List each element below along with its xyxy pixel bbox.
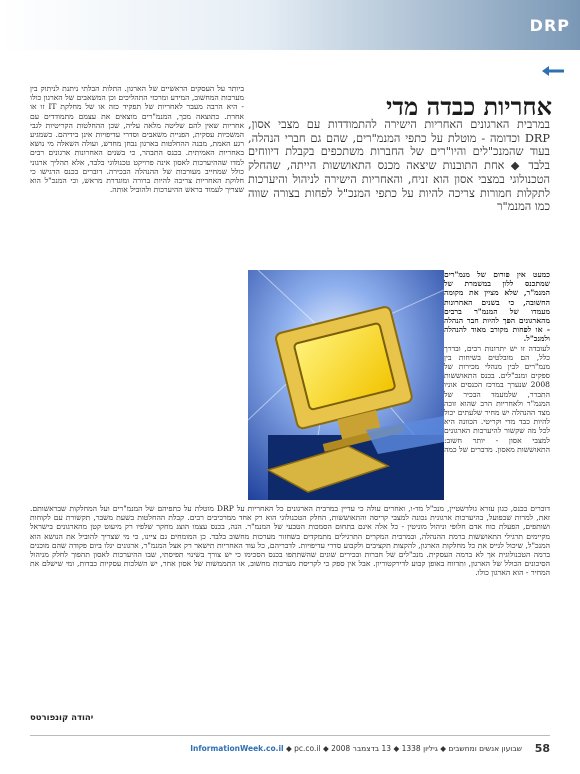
left-column [30, 84, 244, 502]
bottom-text-body: דוברים בכנס, כגון עזרא גולדשטיין, מנכ"ל מד-ו, ואחרים עולה כי עדיין במרבית הארגונים כל האחריות על DRP מוטלת על כתפיהם של המנמ"רים ועל המחלקות שבראשותם. זאת, למרות שבפועל, בהיערכות ארגונית נכונה למצבי קריסה והתאוששות, החלק הטכנולוגי הוא רק אחד ממרכיבים רבים. קבלת ההחלטות בשעת משבר, תקשורת עם לקוחות ושותפים, הפעלת כוח אדם חלופי וניהול מוניטין - כל אלה אינם בתחום הסמכות הטבעי של המנמ"ר. הנה, בכנס עצמו הוצג מחקר שלפיו רק מיעוט קטן מהארגונים בישראל מקיימים תרגילי התאוששות ברמת ההנהלה, ובמרבית המקרים התרגילים מתמקדים בשחזור מערכות מחשוב בלבד. כן המומחים גם ציינו, כי מי שצריך להוביל את הנושא הוא המנכ"ל, שיכול לגייס את כל מחלקות הארגון, להקצות תקציבים ולקבוע סדרי עדיפויות. לדבריהם, כל עוד האחריות תישאר רק אצל המנמ"ר, ארגונים יגלו ביום פקודה שהם מוכנים ברמה הטכנולוגית אך לא ברמה העסקית. מנכ"לים של חברות ובכירים שונים שהשתתפו בכנס הסכימו כי יש צורך בשינוי תפיסתי, שבו ההיערכות לאסון תהפוך לחלק מניהול הסיכונים הכולל של הארגון, ותדווח באופן קבוע לדירקטוריון. אבל אין ספק כי לקריסת מערכות מחשוב, או התממשות של אסון אחר, יש השלכות עסקיות כבדות, ומי שישלם את המחיר - הוא הארגון כולו. [30, 504, 550, 578]
left-column-body: ביותר על העסקים הראשיים של הארגון. התלות הבלתי ניתנת לניתוק בין מערכות המחשוב, המידע ומרכזי התהליכים וכן המשאבים של הארגון כולו - היא הרבה מעבר לאחריות של תפקיד כזה או של מחלקת IT זו או אחרת. כתוצאה מכך, המנמ"רים מוצאים את עצמם מתמודדים עם אחריות שאין להם שליטה מלאה עליה, שכן ההחלטות הקריטיות לגבי המשכיות עסקית, הפניית משאבים וסדרי עדיפויות אינן בידיהם. כשמגיע רגע האמת, מבנה ההחלטות בארגון נבחן מחדש, ועולה השאלה מי נושא באחריות האמיתית. בכנס התבהר, כי בשנים האחרונות ארגונים רבים למדו שההיערכות לאסון אינה פרויקט טכנולוגי בלבד, אלא תהליך ארגוני כולל שמחייב מעורבות של ההנהלה הבכירה. דוברים בכנס הדגישו כי חלוקת האחריות צריכה להיות ברורה ומוגדרת מראש, וכי המנכ"ל הוא שצריך לעמוד בראש ההיערכות ולהוביל אותה. [30, 84, 244, 195]
section-label: DRP [529, 16, 570, 35]
right-column-highlight: כמעט אין פורום של מנמ"רים שמתכנס ללון במשמרת של המנמ"ר, שלא מציין את מקומה החשובה, כי בשנים האחרונות מעמדו של המנמ"ר ברבים מהארגונים הפך להיות חבר הנהלה - או לפחות מקורב מאוד להנהלה ולמנכ"ל. [444, 270, 550, 344]
secondary-website-link[interactable]: pc.co.il [294, 744, 321, 753]
bottom-text [30, 504, 550, 710]
website-link[interactable]: InformationWeek.co.il [190, 744, 284, 753]
header-bar [0, 0, 580, 50]
article-title: אחריות כבדה מדי [386, 92, 552, 121]
right-column-body: לעובדה זו יש יתרונות רבים, ובדרך כלל, הם מובלטים בשיחות בין מנמ"רים לבין מנהלי מכירות של ספקים ומנכ"לים. בכנס התאוששות 2008 שנערך במרכז הכנסים אוניו התברר, שלמעמד הבכיר של המנמ"ר ולאחריות הרב שהוא זוכה מצד ההנהלה יש מחיר שלעתים יכול להיות כבד מדי וקריטי. הכוונה היא לכל מה שקשור להיערכות הארגונים למצבי אסון - יותר חשוב: התאוששות מאסון. מדברים של כמה [444, 343, 550, 454]
right-column [444, 270, 550, 498]
footer-issue-info: שבועון אנשים ומחשבים ◆ גיליון 1338 ◆ 13 בדצמבר 2008 ◆ InformationWeek.co.il ◆ pc.co.il [190, 744, 522, 753]
article-photo [248, 270, 444, 500]
page-footer [30, 742, 550, 756]
article-lead: במרבית הארגונים האחריות הישירה להתמודדות עם מצבי אסון, DRP וכדומה - מוטלת על כתפי המנמ"רים, שהם גם חברי הנהלה, בעוד שהמנכ"לים והיו"רים של החברות משתכפים בקבלת דיווחים בלבד ◆ אחת התובנות שיצאה מכנס התאוששות הייתה, שהחלק הטכנולוגי במצבי אסון הוא זניח, והאחריות הישירה לניהול והיערכות לתקלות חמורות צריכה להיות על כתפי המנכ"ל לפחות בצורה שווה כמו המנמ"ר [248, 118, 550, 214]
issue-info: שבועון אנשים ומחשבים ◆ גיליון 1338 ◆ 13 בדצמבר 2008 ◆ [322, 744, 522, 753]
author-byline: יהודה קונפורטס [30, 713, 94, 723]
footer-divider [30, 735, 550, 736]
page-number: 58 [534, 742, 550, 755]
arrow-left-icon [542, 66, 564, 76]
